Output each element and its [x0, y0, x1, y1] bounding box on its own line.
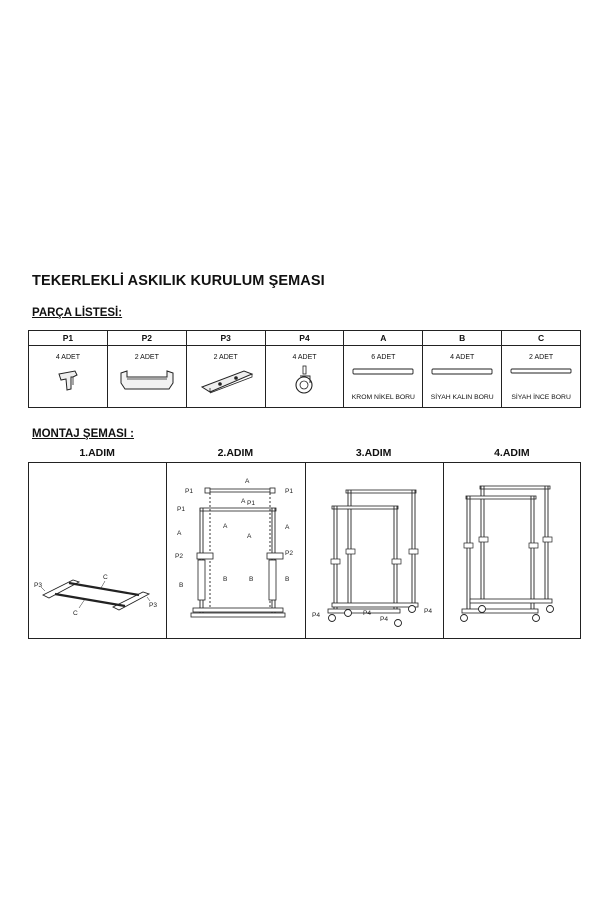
step-title: 4.ADIM	[494, 447, 530, 459]
step-3-panel	[305, 462, 443, 639]
step2-label-a-far-left: A	[177, 530, 182, 537]
part-name: SİYAH İNCE BORU	[511, 394, 571, 401]
part-code: P4	[266, 331, 344, 346]
part-code: P3	[187, 331, 265, 346]
step2-label-p1-tr: P1	[285, 488, 294, 495]
step2-label-b-inner-right: B	[249, 576, 254, 583]
thick-black-tube-icon	[430, 365, 494, 379]
step2-label-a-center: A	[247, 533, 252, 540]
step3-label-p4-mid: P4	[362, 610, 371, 617]
step-title: 1.ADIM	[79, 447, 115, 459]
part-qty: 6 ADET	[371, 354, 396, 361]
part-code: B	[423, 331, 501, 346]
step1-label-p3-right: P3	[149, 602, 158, 609]
part-code: P2	[108, 331, 186, 346]
part-name: SİYAH KALIN BORU	[430, 394, 494, 401]
step3-label-p4-left: P4	[311, 612, 320, 619]
step1-label-c-bottom: C	[73, 610, 78, 617]
step-1	[28, 447, 166, 639]
thin-black-tube-icon	[509, 365, 573, 379]
step-3	[305, 447, 443, 639]
step-4	[443, 447, 581, 639]
assembly-steps	[28, 447, 581, 639]
top-bracket-icon	[117, 365, 177, 395]
step2-label-a-left: A	[223, 523, 228, 530]
step1-label-c-top: C	[103, 574, 108, 581]
part-cell-p3	[186, 331, 265, 407]
parts-list-heading: PARÇA LİSTESİ:	[32, 307, 123, 319]
caster-wheel-icon	[290, 365, 320, 399]
step2-label-p1-ml: P1	[177, 506, 186, 513]
step-2-diagram	[167, 463, 306, 640]
step3-label-p4-right: P4	[423, 608, 432, 615]
part-code: C	[502, 331, 580, 346]
part-qty: 4 ADET	[55, 354, 80, 361]
part-qty: 2 ADET	[213, 354, 238, 361]
step2-label-p2-right: P2	[285, 550, 294, 557]
step-4-panel	[443, 462, 581, 639]
step2-label-b-inner-left: B	[223, 576, 228, 583]
step2-label-p1-mr: P1	[247, 500, 256, 507]
part-name: KROM NİKEL BORU	[351, 394, 415, 401]
part-qty: 2 ADET	[529, 354, 554, 361]
step-title: 3.ADIM	[355, 447, 392, 459]
part-cell-c	[501, 331, 580, 407]
step2-label-b-right: B	[285, 576, 290, 583]
step-4-diagram	[444, 463, 583, 640]
step2-label-p2-left: P2	[175, 553, 184, 560]
part-cell-p1	[29, 331, 107, 407]
parts-table	[28, 330, 581, 408]
part-cell-p2	[107, 331, 186, 407]
assembly-heading: MONTAJ ŞEMASI :	[32, 428, 135, 440]
step2-label-p1-tl: P1	[185, 488, 194, 495]
step2-label-a-right: A	[285, 524, 290, 531]
step-title: 2.ADIM	[217, 447, 254, 459]
step2-label-a-top: A	[245, 478, 250, 485]
part-cell-b	[422, 331, 501, 407]
part-qty: 2 ADET	[134, 354, 159, 361]
step-1-diagram	[29, 463, 168, 640]
part-code: A	[344, 331, 422, 346]
part-qty: 4 ADET	[450, 354, 475, 361]
base-foot-icon	[196, 365, 256, 395]
part-cell-a	[343, 331, 422, 407]
plastic-connector-icon	[53, 365, 83, 395]
part-cell-p4	[265, 331, 344, 407]
step2-label-b-left: B	[179, 582, 184, 589]
page-title: TEKERLEKLİ ASKILIK KURULUM ŞEMASI	[32, 273, 325, 289]
part-code: P1	[29, 331, 107, 346]
part-qty: 4 ADET	[292, 354, 317, 361]
step-1-panel	[28, 462, 166, 639]
step2-label-a-mid: A	[241, 498, 246, 505]
step1-label-p3-left: P3	[34, 582, 43, 589]
step-2-panel	[166, 462, 304, 639]
chrome-tube-icon	[351, 365, 415, 379]
step3-label-p4-low: P4	[379, 616, 388, 623]
step-2	[166, 447, 304, 639]
step-3-diagram	[306, 463, 445, 640]
